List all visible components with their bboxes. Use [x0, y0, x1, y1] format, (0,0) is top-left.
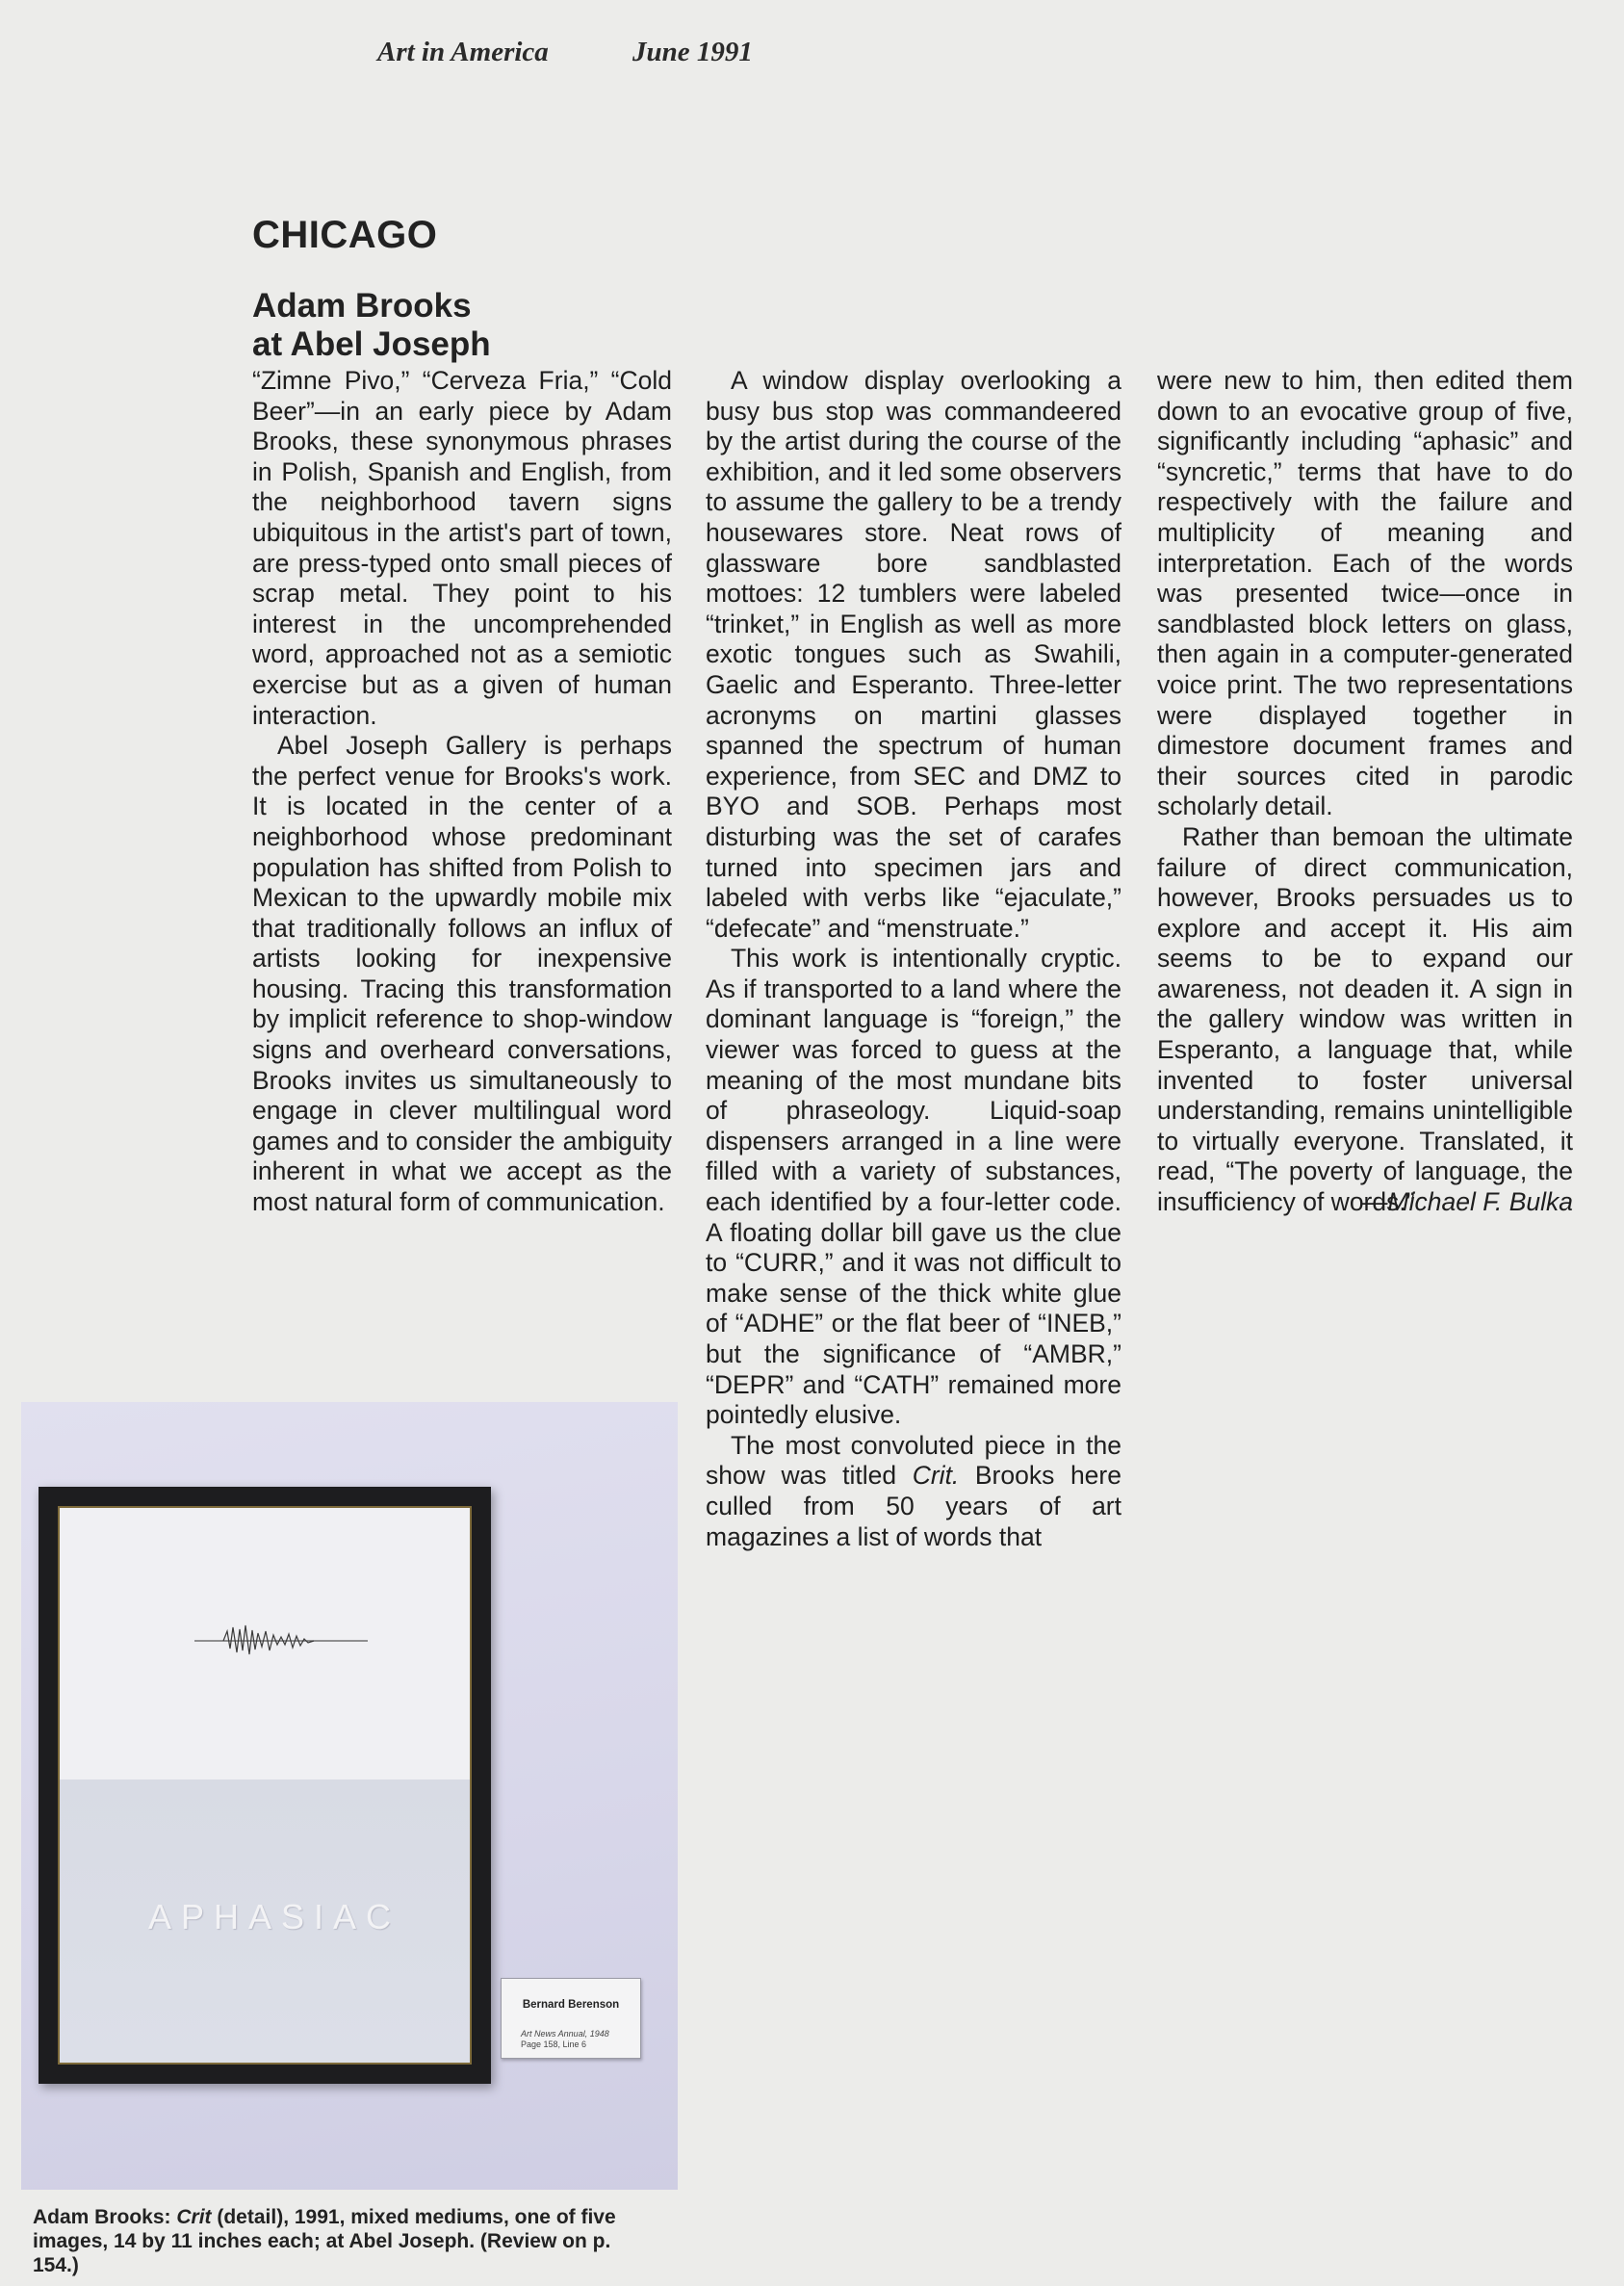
headline-line-1: Adam Brooks [252, 287, 472, 325]
caption-title: Crit [176, 2206, 212, 2228]
frame-mat [58, 1506, 472, 2065]
publication-name: Art in America [377, 37, 549, 67]
author-signature: —Michael F. Bulka [1362, 1187, 1573, 1217]
headline-line-2: at Abel Joseph [252, 325, 491, 363]
sandblasted-word: APHASIAC [148, 1897, 401, 1936]
artwork-photo [21, 1402, 678, 2190]
photo-caption [33, 2205, 649, 2277]
paragraph: were new to him, then edited them down to an evocative group of five, significantly including “aphasic” and “syncretic,” terms that have to do respectively with the failure and multiplicity of meaning and interpretation. Each of the words was presented twice—once in sandblasted block letters on glass, then again in a computer-generated voice print. The two representations were displayed together in dimestore document frames and their sources cited in parodic scholarly detail. [1157, 366, 1573, 821]
artwork-title: Crit. [912, 1461, 960, 1491]
article-column-3 [1157, 366, 1573, 1218]
picture-frame [39, 1487, 491, 2084]
caption-artist: Adam Brooks: [33, 2206, 177, 2228]
paragraph-text: The most convoluted piece in the show was titled [706, 1430, 1121, 1491]
paragraph [706, 1431, 1121, 1552]
paragraph: Rather than bemoan the ultimate failure of direct communication, however, Brooks persuades us to explore and accept it. His aim seems to be to expand our awareness, not deaden it. A sign in the gallery window was written in Esperanto, a language that, while invented to foster universal understanding, remains unintelligible to virtually everyone. Translated, it read, “The poverty of language, the insufficiency of words.” [1157, 821, 1573, 1217]
article-column-1 [252, 366, 672, 1218]
glass-panel [60, 1779, 470, 2063]
paragraph: “Zimne Pivo,” “Cerveza Fria,” “Cold Beer”—in an early piece by Adam Brooks, these synonymous phrases in Polish, Spanish and English, from the neighborhood tavern signs ubiquitous in the artist's part of town, are press-typed onto small pieces of scrap metal. They point to his interest in the uncomprehended word, approached not as a semiotic exercise but as a given of human interaction. [252, 366, 672, 730]
caption-details: (detail), 1991, mixed mediums, one of five images, 14 by 11 inches each; at Abel Joseph. (Review on p. 154.) [33, 2206, 616, 2276]
paragraph-text: Brooks here culled from 50 years of art magazines a list of words that [706, 1461, 1121, 1551]
article-headline [252, 287, 676, 364]
label-page: Page 158, Line 6 [521, 2039, 587, 2049]
section-heading: CHICAGO [252, 214, 438, 256]
wall-label [501, 1978, 641, 2059]
article-column-2 [706, 366, 1121, 1552]
voiceprint-panel [60, 1508, 470, 1779]
paragraph: This work is intentionally cryptic. As if transported to a land where the dominant language is “foreign,” the viewer was forced to guess at the meaning of the most mundane bits of phraseology. Liquid-soap dispensers arranged in a line were filled with a variety of substances, each identified by a four-letter code. A floating dollar bill gave us the clue to “CURR,” and it was not difficult to make sense of the thick white glue of “ADHE” or the flat beer of “INEB,” but the significance of “AMBR,” “DEPR” and “CATH” remained more pointedly elusive. [706, 944, 1121, 1430]
voiceprint-graphic [194, 1622, 368, 1660]
label-name: Bernard Berenson [522, 1999, 620, 2011]
paragraph: Abel Joseph Gallery is perhaps the perfect venue for Brooks's work. It is located in the center of a neighborhood whose predominant population has shifted from Polish to Mexican to the upwardly mobile mix that traditionally follows an influx of artists looking for inexpensive housing. Tracing this transformation by implicit reference to shop-window signs and overheard conversations, Brooks invites us simultaneously to engage in clever multilingual word games and to consider the ambiguity inherent in what we accept as the most natural form of communication. [252, 731, 672, 1217]
paragraph: A window display overlooking a busy bus stop was commandeered by the artist during the course of the exhibition, and it led some observers to assume the gallery to be a trendy housewares store. Neat rows of glassware bore sandblasted mottoes: 12 tumblers were labeled “trinket,” in English as well as more exotic tongues such as Swahili, Gaelic and Esperanto. Three-letter acronyms on martini glasses spanned the spectrum of human experience, from SEC and DMZ to BYO and SOB. Perhaps most disturbing was the set of carafes turned into specimen jars and labeled with verbs like “ejaculate,” “defecate” and “menstruate.” [706, 366, 1121, 943]
masthead [377, 37, 753, 68]
issue-date: June 1991 [632, 37, 753, 67]
label-source: Art News Annual, 1948 [521, 2029, 609, 2039]
